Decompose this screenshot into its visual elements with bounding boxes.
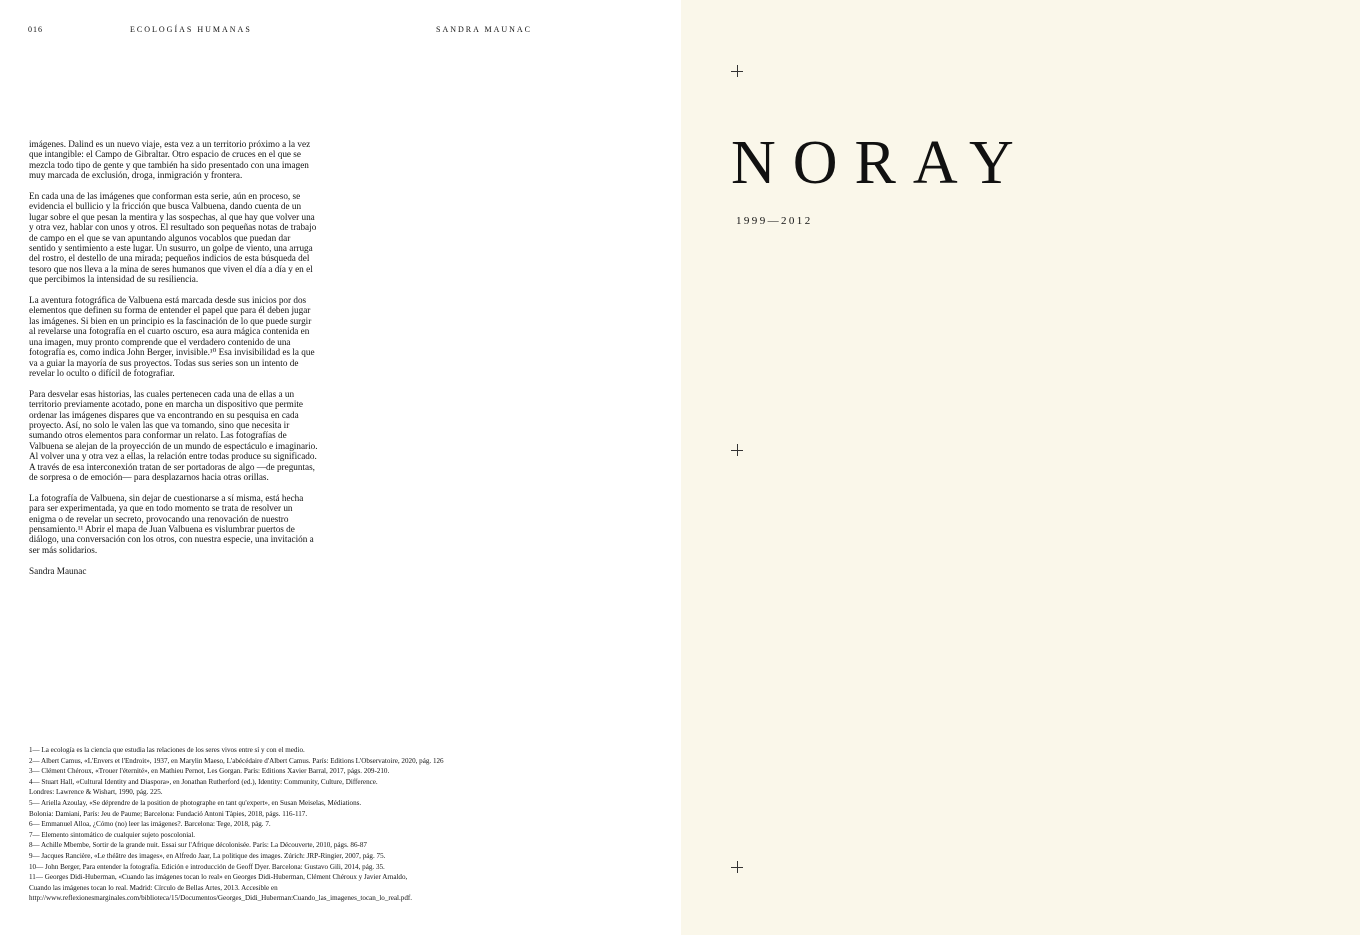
footnote: 3— Clément Chéroux, «Trouer l'éternité», en Mathieu Pernot, Les Gorgan. París: Editions Xavier Barral, 2017, págs. 209-210. [29,767,390,776]
footnote: 6— Emmanuel Alloa, ¿Cómo (no) leer las imágenes?. Barcelona: Tege, 2018, pág. 7. [29,820,271,829]
paragraph-2: En cada una de las imágenes que conforman esta serie, aún en proceso, se evidencia el bullicio y la fricción que busca Valbuena, dando cuenta de un lugar sobre el que pesan la mentira y las sospechas, al que hay que volver una y otra vez, hablar con unos y otros. El resultado son pequeñas notas de trabajo de campo en el que se van apuntando algunos vocablos que puedan dar sentido y sentimiento a este lugar. Un susurro, un golpe de viento, una arruga del rostro, el destello de una mirada; pequeños indicios de esta búsqueda del tesoro que nos lleva a la mina de seres humanos que viven el día a día y en el que percibimos la intensidad de su resiliencia. [29,191,317,285]
footnote: 11— Georges Didi-Huberman, «Cuando las imágenes tocan lo real» en Georges Didi-Huberman, Clément Chéroux y Javier Arnaldo, [29,873,408,882]
footnote: Cuando las imágenes tocan lo real. Madrid: Círculo de Bellas Artes, 2013. Accesible en [29,883,278,892]
footnote: 8— Achille Mbembe, Sortir de la grande nuit. Essai sur l'Afrique décolonisée. París: La Découverte, 2010, págs. 86-87 [29,841,367,850]
footnote: 4— Stuart Hall, «Cultural Identity and Diaspora», en Jonathan Rutherford (ed.), Identity: Community, Culture, Difference. [29,777,378,786]
footnote: http://www.reflexionesmarginales.com/biblioteca/15/Documentos/Georges_Didi_Huberman:Cuando_las_imagenes_tocan_lo_real.pdf. [29,894,413,903]
footnote: 9— Jacques Rancière, «Le théâtre des images», en Alfredo Jaar, La politique des images. Zúrich: JRP-Ringier, 2007, pág. 75. [29,851,386,860]
crosshair-mark-icon [731,65,743,77]
essay-body [29,139,319,586]
footnote: 1— La ecología es la ciencia que estudia las relaciones de los seres vivos entre sí y con el medio. [29,746,305,754]
paragraph-1: imágenes. Dalind es un nuevo viaje, esta vez a un territorio próximo a la vez que intangible: el Campo de Gibraltar. Otro espacio de cruces en el que se mezcla todo tipo de gente y que también ha sido presentado con una imagen muy marcada de exclusión, droga, inmigración y frontera. [29,139,311,181]
chapter-years: 1999—2012 [736,215,813,227]
paragraph-4: Para desvelar esas historias, las cuales pertenecen cada una de ellas a un territorio previamente acotado, pone en marcha un dispositivo que permite ordenar las imágenes dispares que va encontrando en su pesquisa en cada proyecto. Así, no solo le valen las que va tomando, sino que necesita ir sumando otros elementos para conformar un relato. Las fotografías de Valbuena se alejan de la proyección de un mundo de espectáculo e imaginario. Al volver una y otra vez a ellas, la relación entre todas produce su significado. A través de esa interconexión tratan de ser portadoras de algo —de preguntas, de sorpresa o de emoción— para desplazarnos hacia otras orillas. [29,388,318,482]
paragraph-3: La aventura fotográfica de Valbuena está marcada desde sus inicios por dos elementos que definen su forma de entender el papel que para él deben jugar las imágenes. Si bien en un principio es la fascinación de lo que puede surgir al revelarse una fotografía en el cuarto oscuro, esa aura mágica contenida en una imagen, muy pronto comprende que el verdadero contenido de una fotografía es, como indica John Berger, invisible.¹⁰ Esa invisibilidad es la que va a guiar la mayoría de sus proyectos. Todas sus series son un intento de revelar lo oculto o difícil de fotografiar. [29,295,315,378]
footnote: Bolonia: Damiani, París: Jeu de Paume; Barcelona: Fundació Antoni Tàpies, 2018, págs. 116-117. [29,809,308,818]
footnote: Londres: Lawrence & Wishart, 1990, pág. 225. [29,788,163,797]
footnotes [29,745,549,904]
page-number: 016 [28,25,43,34]
footnote: 10— John Berger, Para entender la fotografía. Edición e introducción de Geoff Dyer. Barcelona: Gustavo Gili, 2014, pág. 35. [29,862,385,871]
footnote: 7— Elemento sintomático de cualquier sujeto poscolonial. [29,830,196,839]
chapter-title: NORAY [731,129,1031,197]
running-head-section: ECOLOGÍAS HUMANAS [130,25,252,34]
footnote: 5— Ariella Azoulay, «Se déprendre de la position de photographe en tant qu'expert», en Susan Meiselas, Médiations. [29,798,362,807]
running-head-author: SANDRA MAUNAC [436,25,533,34]
paragraph-5: La fotografía de Valbuena, sin dejar de cuestionarse a sí misma, está hecha para ser experimentada, ya que en todo momento se trata de resolver un enigma o de revelar un secreto, provocando una renovación de nuestro pensamiento.¹¹ Abrir el mapa de Juan Valbuena es vislumbrar puertos de diálogo, una conversación con los otros, con nuestra especie, una invitación a ser más solidarios. [29,492,314,555]
signature: Sandra Maunac [29,565,87,576]
crosshair-mark-icon [731,861,743,873]
crosshair-mark-icon [731,444,743,456]
footnote: 2— Albert Camus, «L'Envers et l'Endroit», 1937, en Marylin Maeso, L'abécédaire d'Albert Camus. París: Editions L'Observatoire, 2020, pág. 126 [29,756,444,765]
